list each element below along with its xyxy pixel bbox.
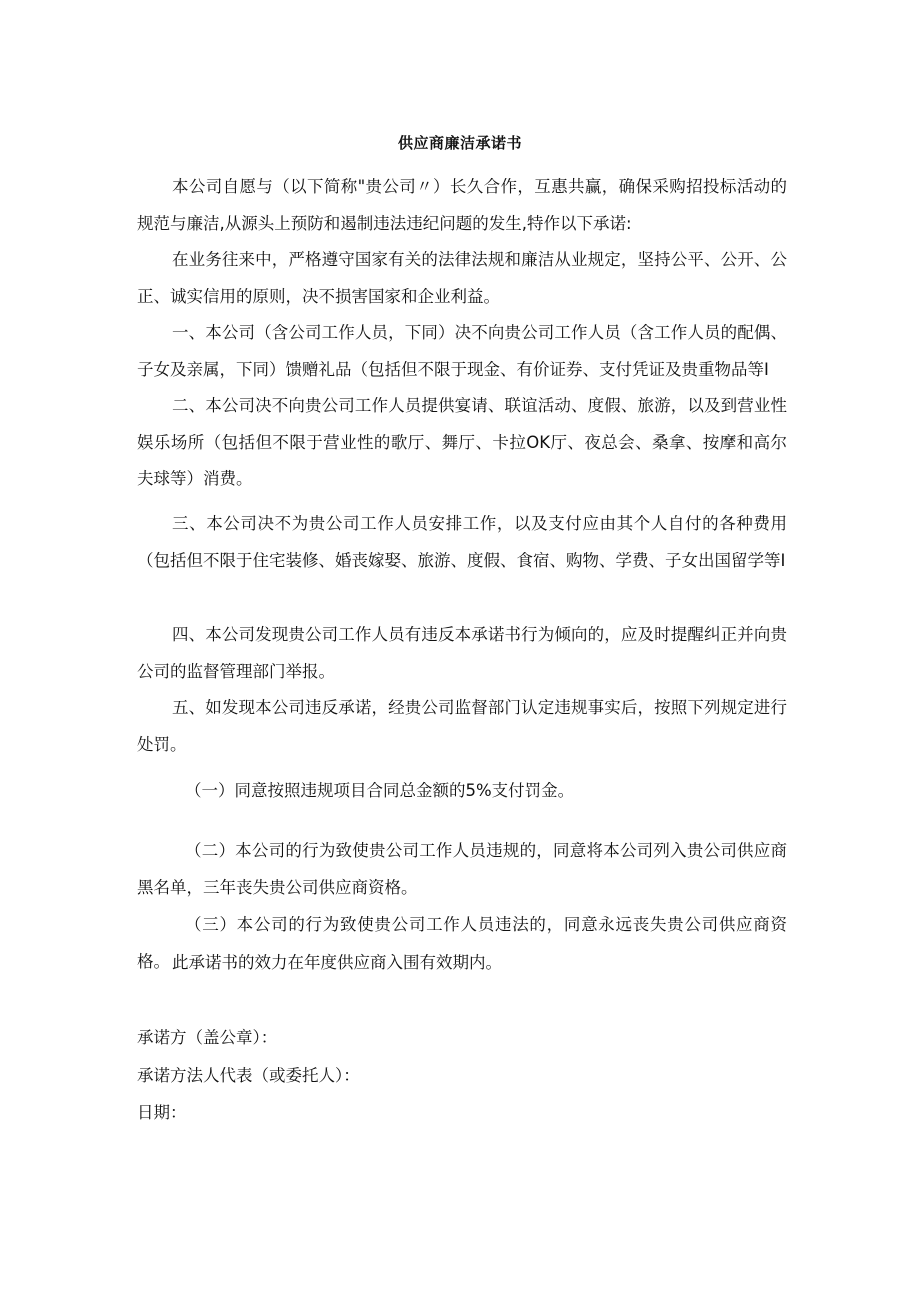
paragraph-clause-3: 三、本公司决不为贵公司工作人员安排工作，以及支付应由其个人自付的各种费用（包括但不限于住宅装修、婚丧嫁娶、旅游、度假、食宿、购物、学费、子女出国留学等I [137, 514, 787, 570]
paragraph-penalty-2: （二）本公司的行为致使贵公司工作人员违规的，同意将本公司列入贵公司供应商黑名单，三年丧失贵公司供应商资格。 [137, 841, 787, 897]
paragraph-validity: 此承诺书的效力在年度供应商入围有效期内。 [172, 953, 502, 972]
paragraph-clause-5: 五、如发现本公司违反承诺，经贵公司监督部门认定违规事实后，按照下列规定进行处罚。 [137, 698, 787, 754]
paragraph-clause-4: 四、本公司发现贵公司工作人员有违反本承诺书行为倾向的，应及时提醒纠正并向贵公司的监督管理部门举报。 [137, 625, 787, 681]
paragraph-clause-1: 一、本公司（含公司工作人员，下同）决不向贵公司工作人员（含工作人员的配偶、子女及亲属，下同）馈赠礼品（包括但不限于现金、有价证券、支付凭证及贵重物品等I [137, 323, 787, 379]
paragraph-penalty-1: （一）同意按照违规项目合同总金额的5%支付罚金。 [185, 781, 575, 800]
paragraph-clause-2: 二、本公司决不向贵公司工作人员提供宴请、联谊活动、度假、旅游，以及到营业性娱乐场所（包括但不限于营业性的歌厅、舞厅、卡拉OK厅、夜总会、桑拿、按摩和高尔夫球等）消费。 [137, 396, 787, 488]
document-title: 供应商廉洁承诺书 [397, 134, 522, 152]
paragraph-intro: 本公司自愿与（以下简称"贵公司〃）长久合作，互惠共赢，确保采购招投标活动的规范与廉洁,从源头上预防和遏制违法违纪问题的发生,特作以下承诺: [137, 177, 787, 233]
paragraph-principle: 在业务往来中，严格遵守国家有关的法律法规和廉洁从业规定，坚持公平、公开、公正、诚实信用的原则，决不损害国家和企业利益。 [137, 250, 787, 306]
signature-seal-label: 承诺方（盖公章）： [137, 1028, 278, 1047]
signature-date-label: 日期： [137, 1103, 187, 1122]
signature-rep-label: 承诺方法人代表（或委托人）： [137, 1066, 360, 1085]
paragraph-penalty-3: （三）本公司的行为致使贵公司工作人员违法的，同意永远丧失贵公司供应商资格。 [137, 915, 787, 971]
